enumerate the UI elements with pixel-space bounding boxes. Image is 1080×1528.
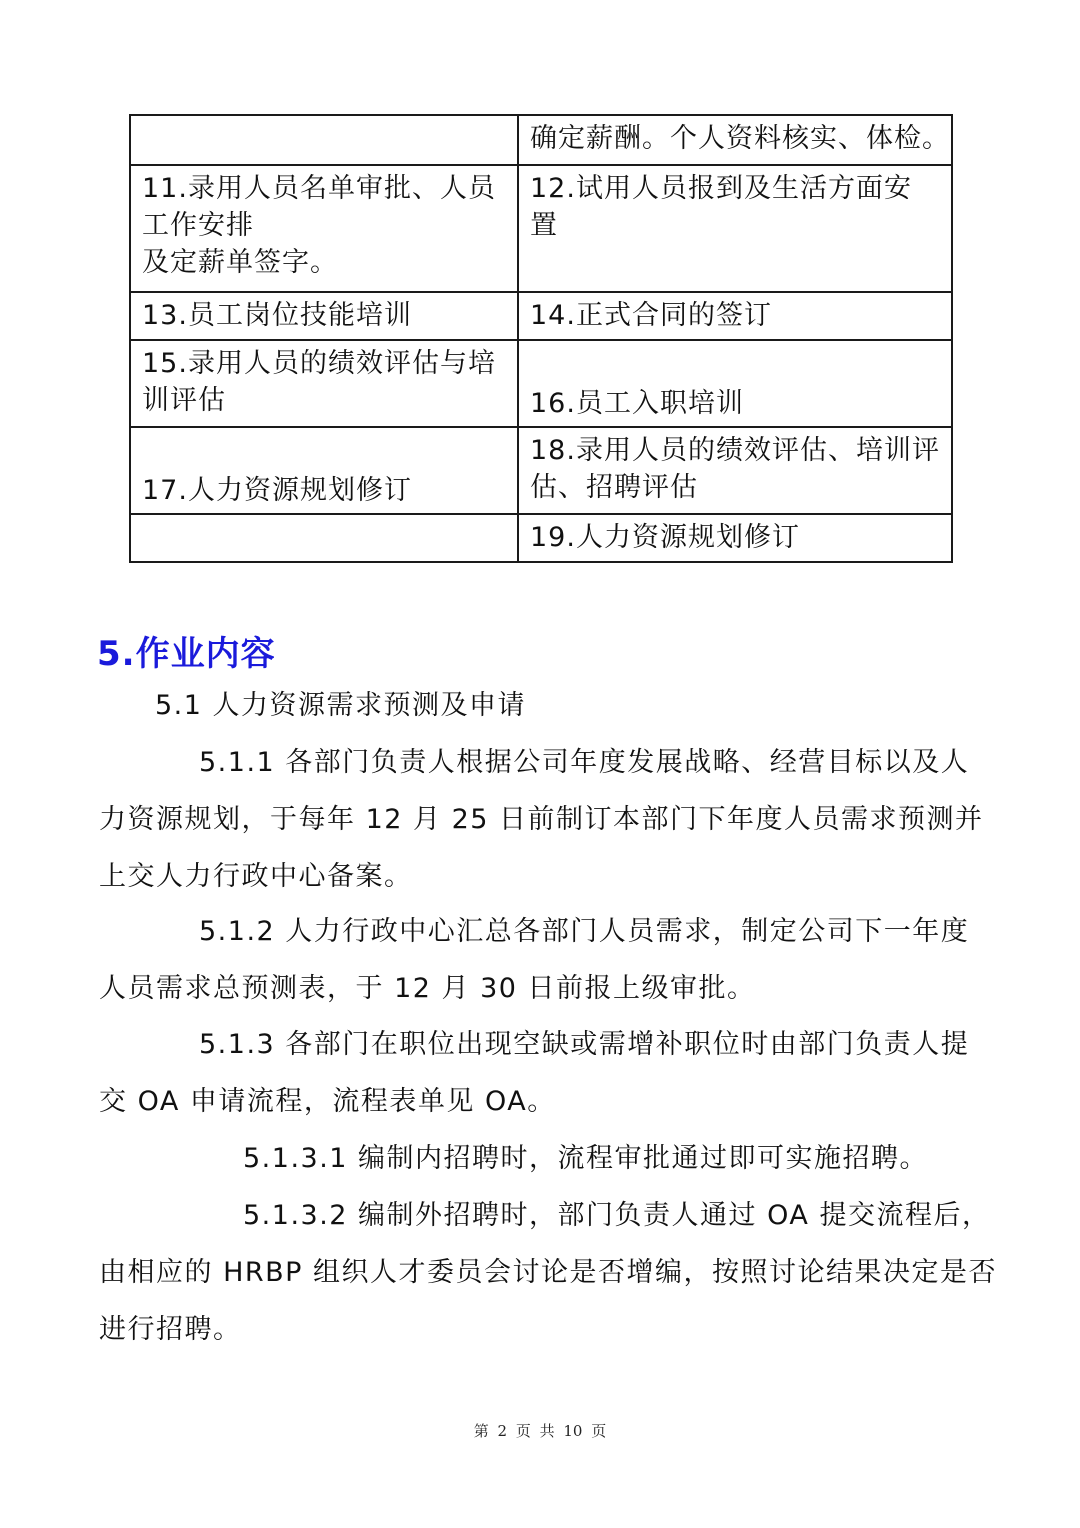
table-cell — [130, 115, 518, 165]
table-cell — [518, 115, 952, 165]
paragraph-line: 5.1.3.1 编制内招聘时，流程审批通过即可实施招聘。 — [243, 1143, 929, 1174]
section-heading: 5.作业内容 — [97, 634, 276, 674]
cell-line: 18.录用人员的绩效评估、培训评 — [530, 435, 940, 466]
table-cell — [130, 165, 518, 292]
paragraph-5-1-1 — [99, 734, 984, 905]
paragraph-line: 5.1.2 人力行政中心汇总各部门人员需求，制定公司下一年度 — [199, 916, 970, 947]
paragraph-line: 交 OA 申请流程，流程表单见 OA。 — [99, 1086, 556, 1117]
cell-line: 15.录用人员的绩效评估与培 — [142, 348, 496, 379]
table-cell — [130, 292, 518, 340]
paragraph-line: 5.1.1 各部门负责人根据公司年度发展战略、经营目标以及人 — [199, 747, 970, 778]
paragraph-5-1-3 — [99, 1016, 977, 1130]
table-cell — [518, 165, 952, 292]
paragraph-5-1-3-2 — [99, 1187, 998, 1358]
cell-line: 13.员工岗位技能培训 — [142, 300, 412, 331]
cell-line: 确定薪酬。个人资料核实、体检。 — [530, 123, 950, 154]
table-cell — [518, 292, 952, 340]
cell-line: 17.人力资源规划修订 — [142, 475, 412, 506]
cell-line: 16.员工入职培训 — [530, 388, 744, 419]
table-cell — [130, 340, 518, 427]
paragraph-5-1-3-1 — [99, 1130, 977, 1187]
table-row — [130, 340, 952, 427]
process-steps-table — [129, 114, 953, 563]
cell-line: 训评估 — [142, 385, 226, 416]
cell-line: 置 — [530, 210, 558, 241]
paragraph-line: 进行招聘。 — [99, 1314, 242, 1345]
paragraph-5-1-2 — [99, 903, 977, 1017]
table-cell — [130, 514, 518, 562]
table-row — [130, 165, 952, 292]
cell-line: 工作安排 — [142, 210, 254, 241]
table-cell — [518, 514, 952, 562]
subsection-title-text: 5.1 人力资源需求预测及申请 — [155, 690, 527, 721]
table-row — [130, 514, 952, 562]
paragraph-line: 力资源规划，于每年 12 月 25 日前制订本部门下年度人员需求预测并 — [99, 804, 984, 835]
table-cell — [518, 340, 952, 427]
table-row — [130, 292, 952, 340]
table-cell — [518, 427, 952, 514]
paragraph-line: 上交人力行政中心备案。 — [99, 861, 413, 892]
cell-line: 19.人力资源规划修订 — [530, 522, 800, 553]
cell-line: 11.录用人员名单审批、人员 — [142, 173, 496, 204]
table-row — [130, 427, 952, 514]
cell-line: 估、招聘评估 — [530, 472, 698, 503]
cell-line: 及定薪单签字。 — [142, 247, 338, 278]
table-row — [130, 115, 952, 165]
page-number-footer: 第 2 页 共 10 页 — [473, 1422, 607, 1440]
cell-line: 12.试用人员报到及生活方面安 — [530, 173, 912, 204]
cell-line: 14.正式合同的签订 — [530, 300, 772, 331]
paragraph-line: 人员需求总预测表，于 12 月 30 日前报上级审批。 — [99, 973, 756, 1004]
paragraph-line: 由相应的 HRBP 组织人才委员会讨论是否增编，按照讨论结果决定是否 — [99, 1257, 998, 1288]
subsection-title — [99, 677, 977, 734]
paragraph-line: 5.1.3.2 编制外招聘时，部门负责人通过 OA 提交流程后， — [243, 1200, 991, 1231]
paragraph-line: 5.1.3 各部门在职位出现空缺或需增补职位时由部门负责人提 — [199, 1029, 970, 1060]
table-cell — [130, 427, 518, 514]
